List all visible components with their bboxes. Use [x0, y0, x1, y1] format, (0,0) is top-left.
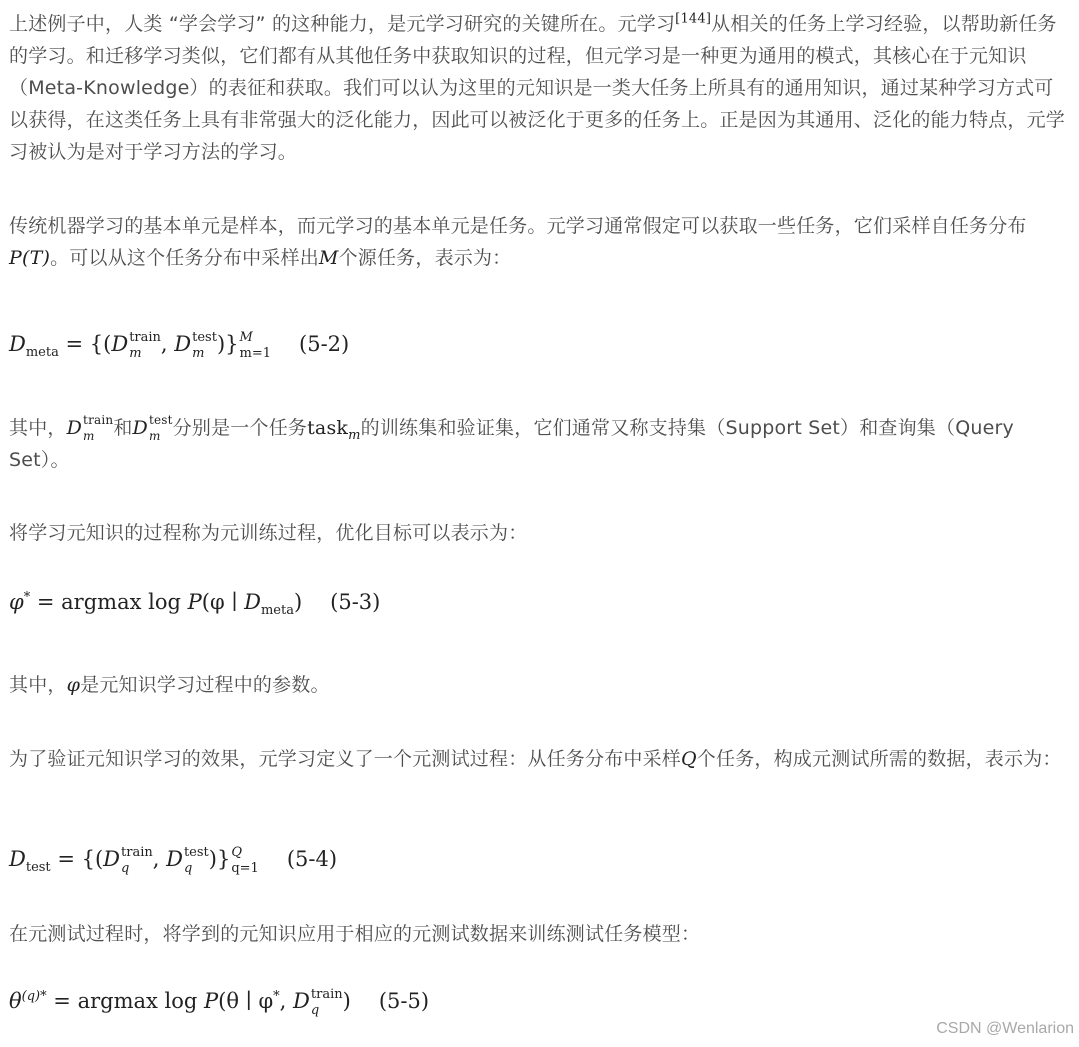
paragraph-meta-test-training: 在元测试过程时，将学到的元知识应用于相应的元测试数据来训练测试任务模型： — [9, 923, 701, 945]
equation-number: (5-4) — [286, 847, 338, 871]
equation-number: (5-5) — [378, 989, 430, 1013]
citation-ref[interactable]: [144] — [675, 11, 712, 27]
equation-5-4: $D_{test} = \{(D$ train q , D test q )} Q q=1 (5-4) — [9, 845, 338, 876]
paragraph-meta-learning-intro: 上述例子中，人类 “学会学习” 的这种能力，是元学习研究的关键所在。元学习[144]从相关的任务上学习经验，以帮助新任务的学习。和迁移学习类似，它们都有从其他任务中获取知识的过程，但元学习是一种更为通用的模式，其核心在于元知识（Meta-Knowledge）的表征和获取。我们可以认为这里的元知识是一类大任务上所具有的通用知识，通过某种学习方式可以获得，在这类任务上具有非常强大的泛化能力，因此可以被泛化于更多的任务上。正是因为其通用、泛化的能力特点，元学习被认为是对于学习方法的学习。 — [9, 11, 1066, 163]
paragraph-support-query-sets: 其中，D train m 和D test m 分别是一个任务task$_m$的训练集和验证集，它们通常又称支持集（Support Set）和查询集（Query Set）。 — [9, 413, 1014, 471]
paragraph-task-distribution: 传统机器学习的基本单元是样本，而元学习的基本单元是任务。元学习通常假定可以获取一些任务，它们采样自任务分布P(T)。可以从这个任务分布中采样出M个源任务，表示为： — [9, 215, 1027, 269]
paragraph-meta-testing: 为了验证元知识学习的效果，元学习定义了一个元测试过程：从任务分布中采样Q个任务，构成元测试所需的数据，表示为： — [9, 748, 1062, 770]
equation-5-3: φ* = argmax log P(φ ∣ $D_{meta}$) (5-3) — [9, 590, 381, 619]
paragraph-phi-parameters: 其中，φ是元知识学习过程中的参数。 — [9, 674, 330, 696]
math-task-distribution: P(T) — [9, 247, 51, 269]
math-M: M — [318, 247, 339, 269]
equation-number: (5-2) — [299, 332, 350, 356]
equation-number: (5-3) — [330, 590, 381, 614]
equation-5-2: $D_{meta} = \{(D$ train m , D test m )} M m=1 (5-2) — [9, 330, 350, 361]
csdn-watermark: CSDN @Wenlarion — [936, 1020, 1074, 1037]
paragraph-meta-training: 将学习元知识的过程称为元训练过程，优化目标可以表示为： — [9, 522, 528, 544]
equation-5-5: $\theta^{(q)*} = argmax$ log P(θ ∣ φ*, D train q ) (5-5) — [9, 987, 430, 1018]
